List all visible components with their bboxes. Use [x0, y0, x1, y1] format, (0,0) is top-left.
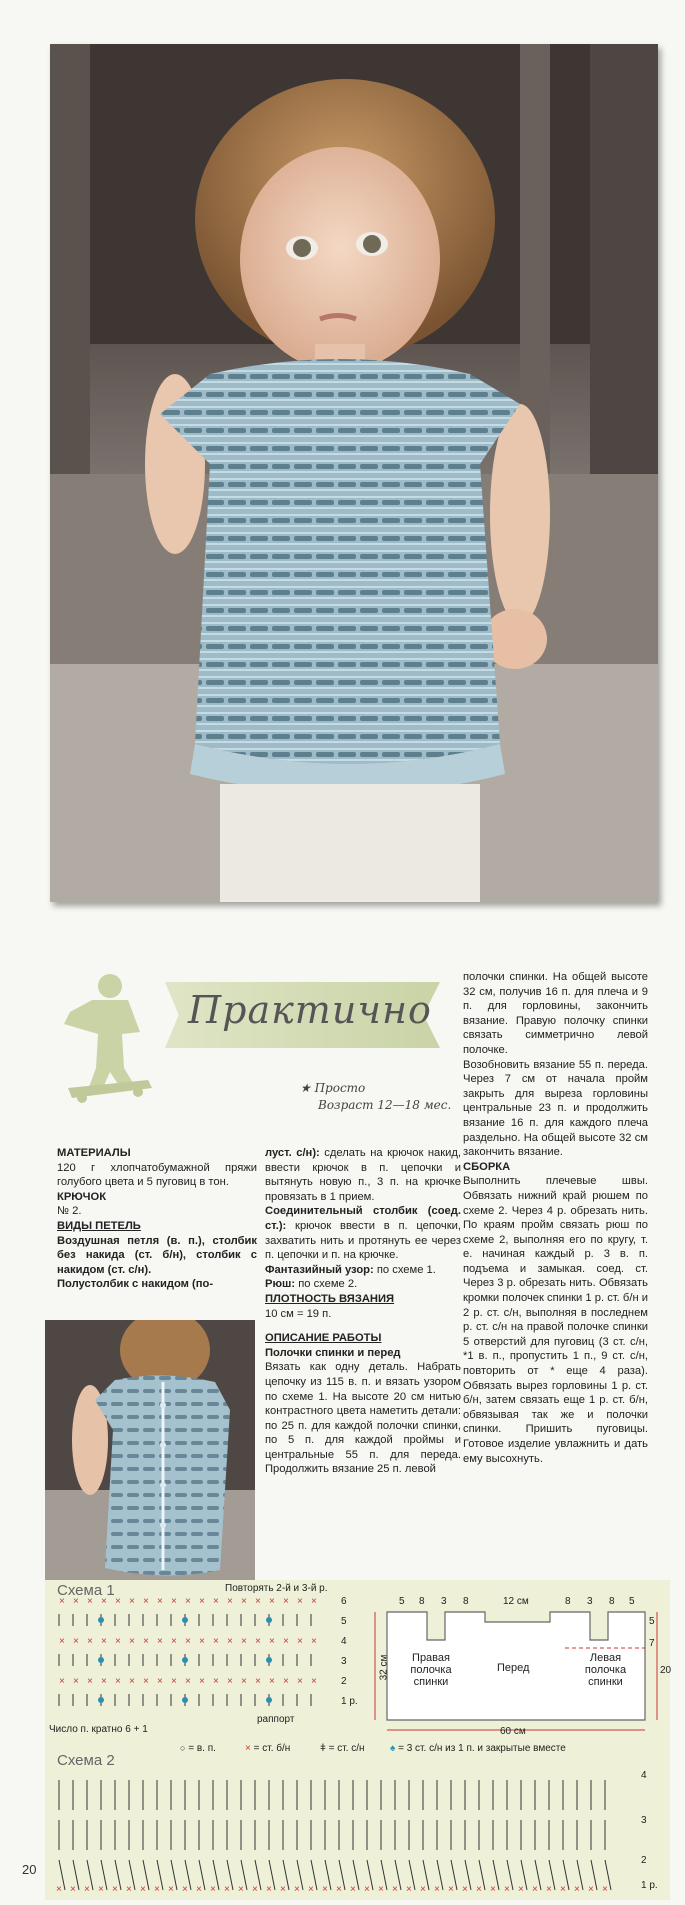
right-back-label: Правая полочка спинки [410, 1652, 452, 1688]
sc-symbol: × [129, 1636, 135, 1647]
sc-symbol: × [364, 1884, 370, 1895]
sc-symbol: × [448, 1884, 454, 1895]
sc-symbol: × [392, 1884, 398, 1895]
legend-cluster-text: = 3 ст. с/н из 1 п. и закрытые вместе [398, 1743, 566, 1754]
sc-symbol: × [210, 1884, 216, 1895]
sc-symbol: × [185, 1596, 191, 1607]
dim-side2: 7 [649, 1638, 655, 1649]
sc-symbol: × [126, 1884, 132, 1895]
schemes-svg [45, 1580, 670, 1900]
sc-symbol: × [129, 1596, 135, 1607]
legend-dc-text: = ст. с/н [328, 1743, 365, 1754]
s2-row-1: 1 р. [641, 1880, 658, 1891]
sc-symbol: × [129, 1676, 135, 1687]
sc-symbol: × [241, 1596, 247, 1607]
scheme1-title: Схема 1 [57, 1582, 115, 1599]
sc-symbol: × [115, 1596, 121, 1607]
sc-symbol: × [224, 1884, 230, 1895]
sc-symbol: × [504, 1884, 510, 1895]
legend-sc-text: = ст. б/н [253, 1743, 291, 1754]
child-photo-illustration [50, 44, 658, 902]
legend-cluster [390, 1743, 566, 1754]
assembly-title: СБОРКА [463, 1160, 511, 1173]
sc-symbol: × [420, 1884, 426, 1895]
front-label: Перед [497, 1662, 530, 1674]
sc-symbol: × [518, 1884, 524, 1895]
cluster-symbol [182, 1697, 188, 1703]
difficulty-label: ★ Просто [300, 1081, 366, 1095]
s2-row-4: 4 [641, 1770, 647, 1781]
sc-symbol: × [73, 1676, 79, 1687]
dim-7: 3 [587, 1596, 593, 1607]
sc-symbol: × [213, 1636, 219, 1647]
s1-row-2: 2 [341, 1676, 347, 1687]
sc-symbol: × [532, 1884, 538, 1895]
sc-symbol: × [297, 1596, 303, 1607]
dim-3: 3 [441, 1596, 447, 1607]
dim-2: 8 [419, 1596, 425, 1607]
sc-symbol: × [73, 1636, 79, 1647]
sc-symbol: × [56, 1884, 62, 1895]
dim-side3: 5 [649, 1616, 655, 1627]
back-view-photo [45, 1320, 255, 1595]
sc-symbol: × [308, 1884, 314, 1895]
half-dc-desc: сделать на крючок накид, ввести крючок в п. цепочки и вытянуть новую п., 3 п. на крючке провязать в 1 прием. [265, 1147, 462, 1203]
sc-symbol: × [311, 1636, 317, 1647]
hook-text: № 2. [57, 1205, 82, 1218]
sc-symbol: × [227, 1596, 233, 1607]
slip-stitch-text [265, 1204, 461, 1262]
scheme1-repeat: Повторять 2-й и 3-й р. [225, 1583, 328, 1594]
legend-chain-text: = в. п. [188, 1743, 216, 1754]
sc-symbol: × [171, 1676, 177, 1687]
ruffle-desc: по схеме 2. [298, 1278, 358, 1291]
sc-symbol: × [143, 1676, 149, 1687]
dim-side: 20 [660, 1665, 672, 1676]
sc-symbol: × [255, 1596, 261, 1607]
dim-height: 32 см [378, 1654, 390, 1681]
sc-symbol: × [98, 1884, 104, 1895]
legend-sc [245, 1743, 290, 1754]
sc-symbol: × [227, 1636, 233, 1647]
dim-1: 5 [399, 1596, 405, 1607]
col3-p2: Возобновить вязание 55 п. переда. Через 7 см от начала пройм закрыть для выреза горловины центральные 23 п. и продолжить вязание 16 п. для каждого плеча раздельно. На общей высоте 32 см закончить вязание. [463, 1058, 648, 1159]
left-back-label: Левая полочка спинки [584, 1652, 627, 1688]
dim-8: 8 [609, 1596, 615, 1607]
sc-symbol: × [213, 1596, 219, 1607]
dc-icon: ǂ [320, 1743, 326, 1754]
sc-symbol: × [101, 1636, 107, 1647]
cross-icon: × [245, 1743, 251, 1754]
schemes-area [45, 1580, 670, 1900]
sc-symbol: × [182, 1884, 188, 1895]
cluster-symbol [98, 1617, 104, 1623]
half-dc-title: Полустолбик с накидом (по- [57, 1278, 214, 1291]
density-title: ПЛОТНОСТЬ ВЯЗАНИЯ [265, 1292, 395, 1305]
sc-symbol: × [336, 1884, 342, 1895]
sc-symbol: × [87, 1636, 93, 1647]
sc-symbol: × [115, 1676, 121, 1687]
column-1 [57, 1146, 257, 1292]
sc-symbol: × [255, 1636, 261, 1647]
sc-symbol: × [87, 1596, 93, 1607]
s1-row-1: 1 р. [341, 1696, 358, 1707]
work-title: ОПИСАНИЕ РАБОТЫ [265, 1332, 382, 1345]
dim-bottom: 60 см [500, 1726, 526, 1737]
col3-p1: полочки спинки. На общей высоте 32 см, получив 16 п. для плеча и 9 п. для горловины, закончить вязание. Правую полочку спинки связать симметрично левой полочке. [463, 971, 648, 1056]
ruffle-text [265, 1277, 461, 1292]
sc-symbol: × [238, 1884, 244, 1895]
s2-row-2: 2 [641, 1855, 647, 1866]
legend-chain [180, 1743, 216, 1754]
cluster-symbol [266, 1697, 272, 1703]
cluster-symbol [266, 1657, 272, 1663]
article-page [0, 940, 685, 1905]
cluster-icon: ♠ [390, 1743, 396, 1754]
sc-symbol: × [101, 1676, 107, 1687]
dim-9: 5 [629, 1596, 635, 1607]
sc-symbol: × [311, 1596, 317, 1607]
work-text: Вязать как одну деталь. Набрать цепочку из 115 в. п. и вязать узором по схеме 1. На высоте 20 см нитью контрастного цвета наметить детали: по 25 п. для каждой полочки спинки, по 5 п. для каждой проймы и центральные 55 п. для переда. Продолжить вязание 25 п. левой [265, 1361, 461, 1476]
slip-stitch-desc: крючок ввести в п. цепочки, захватить нить и протянуть ее через п. цепочки и п. на крючке. [265, 1219, 461, 1262]
sc-symbol: × [199, 1636, 205, 1647]
s1-row-5: 5 [341, 1616, 347, 1627]
sc-symbol: × [143, 1636, 149, 1647]
stitches-basic: Воздушная петля (в. п.), столбик без накида (ст. б/н), столбик с накидом (ст. с/н). [57, 1234, 257, 1276]
sc-symbol: × [171, 1596, 177, 1607]
slip-stitch-title: Соединительный столбик (соед. ст.): [265, 1205, 461, 1232]
sc-symbol: × [297, 1676, 303, 1687]
sc-symbol: × [241, 1636, 247, 1647]
sc-symbol: × [199, 1596, 205, 1607]
half-dc-title-cont: луст. с/н): [265, 1147, 320, 1159]
materials-title: МАТЕРИАЛЫ [57, 1147, 131, 1159]
sc-symbol: × [84, 1884, 90, 1895]
age-label: Возраст 12—18 мес. [318, 1098, 452, 1112]
sc-symbol: × [280, 1884, 286, 1895]
half-dc-text [265, 1146, 461, 1204]
column-2 [265, 1146, 461, 1477]
sc-symbol: × [185, 1676, 191, 1687]
sc-symbol: × [322, 1884, 328, 1895]
work-subtitle: Полочки спинки и перед [265, 1346, 401, 1359]
density-text: 10 см = 19 п. [265, 1307, 332, 1320]
sc-symbol: × [588, 1884, 594, 1895]
dim-5: 12 см [503, 1596, 529, 1607]
sc-symbol: × [560, 1884, 566, 1895]
legend-dc [320, 1743, 365, 1754]
sc-symbol: × [462, 1884, 468, 1895]
sc-symbol: × [171, 1636, 177, 1647]
hook-title: КРЮЧОК [57, 1190, 107, 1203]
sc-symbol: × [185, 1636, 191, 1647]
cluster-symbol [98, 1657, 104, 1663]
s2-row-3: 3 [641, 1815, 647, 1826]
main-photo [50, 44, 658, 902]
sc-symbol: × [101, 1596, 107, 1607]
scheme2-title: Схема 2 [57, 1752, 115, 1769]
sc-symbol: × [168, 1884, 174, 1895]
chain-icon: ○ [180, 1743, 186, 1753]
sc-symbol: × [269, 1596, 275, 1607]
s1-row-6: 6 [341, 1596, 347, 1607]
sc-symbol: × [266, 1884, 272, 1895]
sc-symbol: × [115, 1636, 121, 1647]
cluster-symbol [98, 1697, 104, 1703]
scheme1-count: Число п. кратно 6 + 1 [49, 1724, 148, 1735]
sc-symbol: × [252, 1884, 258, 1895]
sc-symbol: × [269, 1636, 275, 1647]
sc-symbol: × [574, 1884, 580, 1895]
s1-row-4: 4 [341, 1636, 347, 1647]
sc-symbol: × [157, 1676, 163, 1687]
sc-symbol: × [406, 1884, 412, 1895]
sc-symbol: × [213, 1676, 219, 1687]
s1-row-3: 3 [341, 1656, 347, 1667]
sc-symbol: × [140, 1884, 146, 1895]
sc-symbol: × [196, 1884, 202, 1895]
sc-symbol: × [112, 1884, 118, 1895]
sc-symbol: × [283, 1636, 289, 1647]
ruffle-title: Рюш: [265, 1278, 296, 1291]
scheme1-rapport: раппорт [257, 1714, 295, 1725]
sc-symbol: × [378, 1884, 384, 1895]
materials-text: 120 г хлопчатобумажной пряжи голубого цвета и 5 пуговиц в тон. [57, 1161, 257, 1189]
sc-symbol: × [143, 1596, 149, 1607]
sc-symbol: × [434, 1884, 440, 1895]
sc-symbol: × [297, 1636, 303, 1647]
sc-symbol: × [294, 1884, 300, 1895]
sc-symbol: × [490, 1884, 496, 1895]
sc-symbol: × [476, 1884, 482, 1895]
sc-symbol: × [59, 1596, 65, 1607]
sc-symbol: × [241, 1676, 247, 1687]
cluster-symbol [182, 1657, 188, 1663]
sc-symbol: × [154, 1884, 160, 1895]
fancy-pattern-desc: по схеме 1. [376, 1263, 436, 1276]
cluster-symbol [182, 1617, 188, 1623]
sc-symbol: × [157, 1636, 163, 1647]
col3-p3: Выполнить плечевые швы. Обвязать нижний край рюшем по схеме 2. Через 4 р. обрезать нить. По краям пройм связать рюш по схеме 2, выполняя его по кругу, т. е. начиная каждый р. 3 в. п. подъема и замыкая. соед. ст. Через 3 р. обрезать нить. Обвязать кромки полочек спинки 1 р. ст. б/н и 2 р. ст. с/н, выполняя в последнем р. ст. с/н на правой полочке спинки 5 отверстий для пуговиц (3 ст. с/н, *1 в. п., пропустить 1 п., 9 ст. с/н, повторить от * еще 4 раза). Обвязать вырез горловины 1 р. ст. б/н, затем связать еще 1 р. ст. б/н, обвязывая так же и полочки спинки. Пришить пуговицы. Готовое изделие увлажнить и дать ему высохнуть. [463, 1175, 648, 1465]
sc-symbol: × [255, 1676, 261, 1687]
skateboard-child-icon [52, 972, 162, 1104]
difficulty-text: Просто [314, 1081, 366, 1095]
fancy-pattern-title: Фантазийный узор: [265, 1263, 374, 1276]
sc-symbol: × [199, 1676, 205, 1687]
dim-4: 8 [463, 1596, 469, 1607]
fancy-pattern-text [265, 1263, 461, 1278]
cluster-symbol [266, 1617, 272, 1623]
sc-symbol: × [602, 1884, 608, 1895]
sc-symbol: × [350, 1884, 356, 1895]
sc-symbol: × [73, 1596, 79, 1607]
sc-symbol: × [59, 1636, 65, 1647]
sc-symbol: × [283, 1676, 289, 1687]
sc-symbol: × [70, 1884, 76, 1895]
sc-symbol: × [59, 1676, 65, 1687]
page-title: Практично [188, 988, 432, 1032]
sc-symbol: × [269, 1676, 275, 1687]
sc-symbol: × [227, 1676, 233, 1687]
sc-symbol: × [283, 1596, 289, 1607]
stitches-title: ВИДЫ ПЕТЕЛЬ [57, 1219, 141, 1232]
dim-6: 8 [565, 1596, 571, 1607]
sc-symbol: × [87, 1676, 93, 1687]
back-view-illustration [45, 1320, 255, 1595]
sc-symbol: × [157, 1596, 163, 1607]
sc-symbol: × [311, 1676, 317, 1687]
column-3 [463, 970, 648, 1466]
page-number: 20 [22, 1862, 37, 1877]
sc-symbol: × [546, 1884, 552, 1895]
